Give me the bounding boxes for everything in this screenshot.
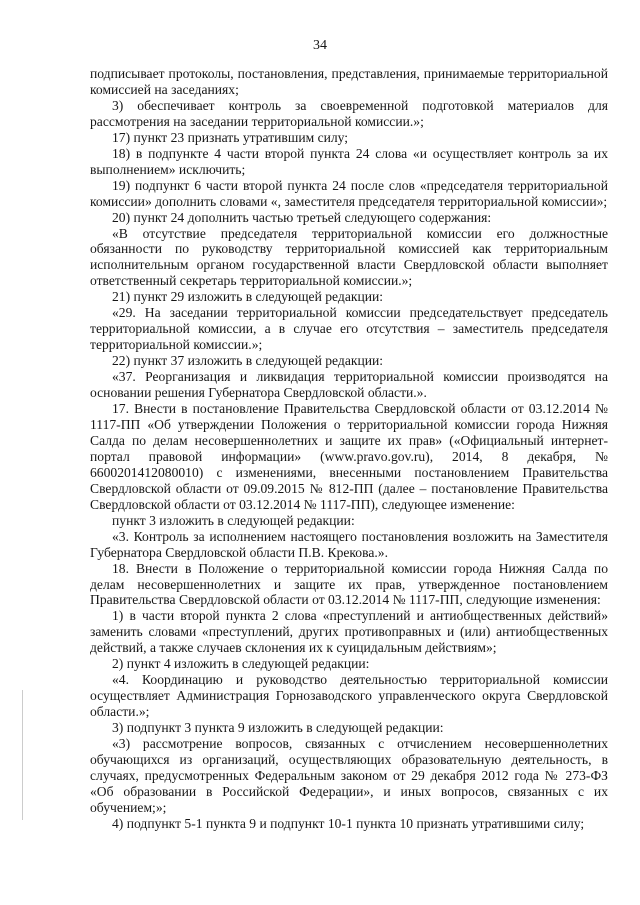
paragraph: «3) рассмотрение вопросов, связанных с отчислением несовершеннолетних обучающихся из организаций, осуществляющих образовательную деятельность, в случаях, предусмотренных Федеральным законом от 29 декабря 2012 года № 273-ФЗ «Об образовании в Российской Федерации», и иных вопросов, связанных с их обучением;»; [90,736,608,815]
paragraph: 22) пункт 37 изложить в следующей редакции: [112,353,384,369]
paragraph: 20) пункт 24 дополнить частью третьей следующего содержания: [112,209,492,225]
paragraph: «29. На заседании территориальной комиссии председательствует председатель территориальной комиссии, а в случае его отсутствия – заместитель председателя территориальной комиссии.»; [90,305,608,353]
paragraph: 18) в подпункте 4 части второй пункта 24 слова «и осуществляет контроль за их выполнением» исключить; [90,145,608,177]
paragraph: «37. Реорганизация и ликвидация территориальной комиссии производятся на основании решения Губернатора Свердловской области.». [90,369,608,401]
paragraph: 1) в части второй пункта 2 слова «преступлений и антиобщественных действий» заменить словами «преступлений, других противоправных и (или) антиобщественных действий, а также случаев склонения их к суицидальным действиям»; [90,608,608,656]
paragraph: «3. Контроль за исполнением настоящего постановления возложить на Заместителя Губернатора Свердловской области П.В. Крекова.». [90,528,608,560]
paragraph: 21) пункт 29 изложить в следующей редакции: [112,289,384,305]
paragraph: 17) пункт 23 признать утратившим силу; [112,129,349,145]
paragraph: 17. Внести в постановление Правительства Свердловской области от 03.12.2014 № 1117-ПП «Об утверждении Положения о территориальной комиссии города Нижняя Салда по делам несовершеннолетних и защите их прав» («Официальный интернет-портал правовой информации» (www.pravo.gov.ru), 2014, 8 декабря, № 6600201412080010) с изменениями, внесенными постановлением Правительства Свердловской области от 09.09.2015 № 812-ПП (далее – постановление Правительства Свердловской области от 03.12.2014 № 1117-ПП), следующее изменение: [90,401,608,512]
paragraph: пункт 3 изложить в следующей редакции: [112,512,355,528]
paragraph: «В отсутствие председателя территориальной комиссии его должностные обязанности по руководству территориальной комиссией как территориальным исполнительным органом государственной власти Свердловской области выполняет ответственный секретарь территориальной комиссии.»; [90,225,608,289]
margin-mark [22,690,23,820]
paragraph: 19) подпункт 6 части второй пункта 24 после слов «председателя территориальной комиссии» дополнить словами «, заместителя председателя территориальной комиссии»; [90,177,608,209]
paragraph: 4) подпункт 5-1 пункта 9 и подпункт 10-1 пункта 10 признать утратившими силу; [112,815,585,831]
paragraph: 2) пункт 4 изложить в следующей редакции: [112,656,370,672]
page-number: 34 [313,38,327,53]
paragraph: 18. Внести в Положение о территориальной комиссии города Нижняя Салда по делам несовершеннолетних и защите их прав, утвержденное постановлением Правительства Свердловской области от 03.12.2014 № 1117-ПП, следующие изменения: [90,560,608,608]
document-body [90,66,608,832]
paragraph: 3) подпункт 3 пункта 9 изложить в следующей редакции: [112,720,444,736]
paragraph: 3) обеспечивает контроль за своевременной подготовкой материалов для рассмотрения на заседании территориальной комиссии.»; [90,97,608,129]
paragraph: подписывает протоколы, постановления, представления, принимаемые территориальной комиссией на заседаниях; [90,66,608,97]
paragraph: «4. Координацию и руководство деятельностью территориальной комиссии осуществляет Администрация Горнозаводского управленческого округа Свердловской области.»; [90,672,608,720]
